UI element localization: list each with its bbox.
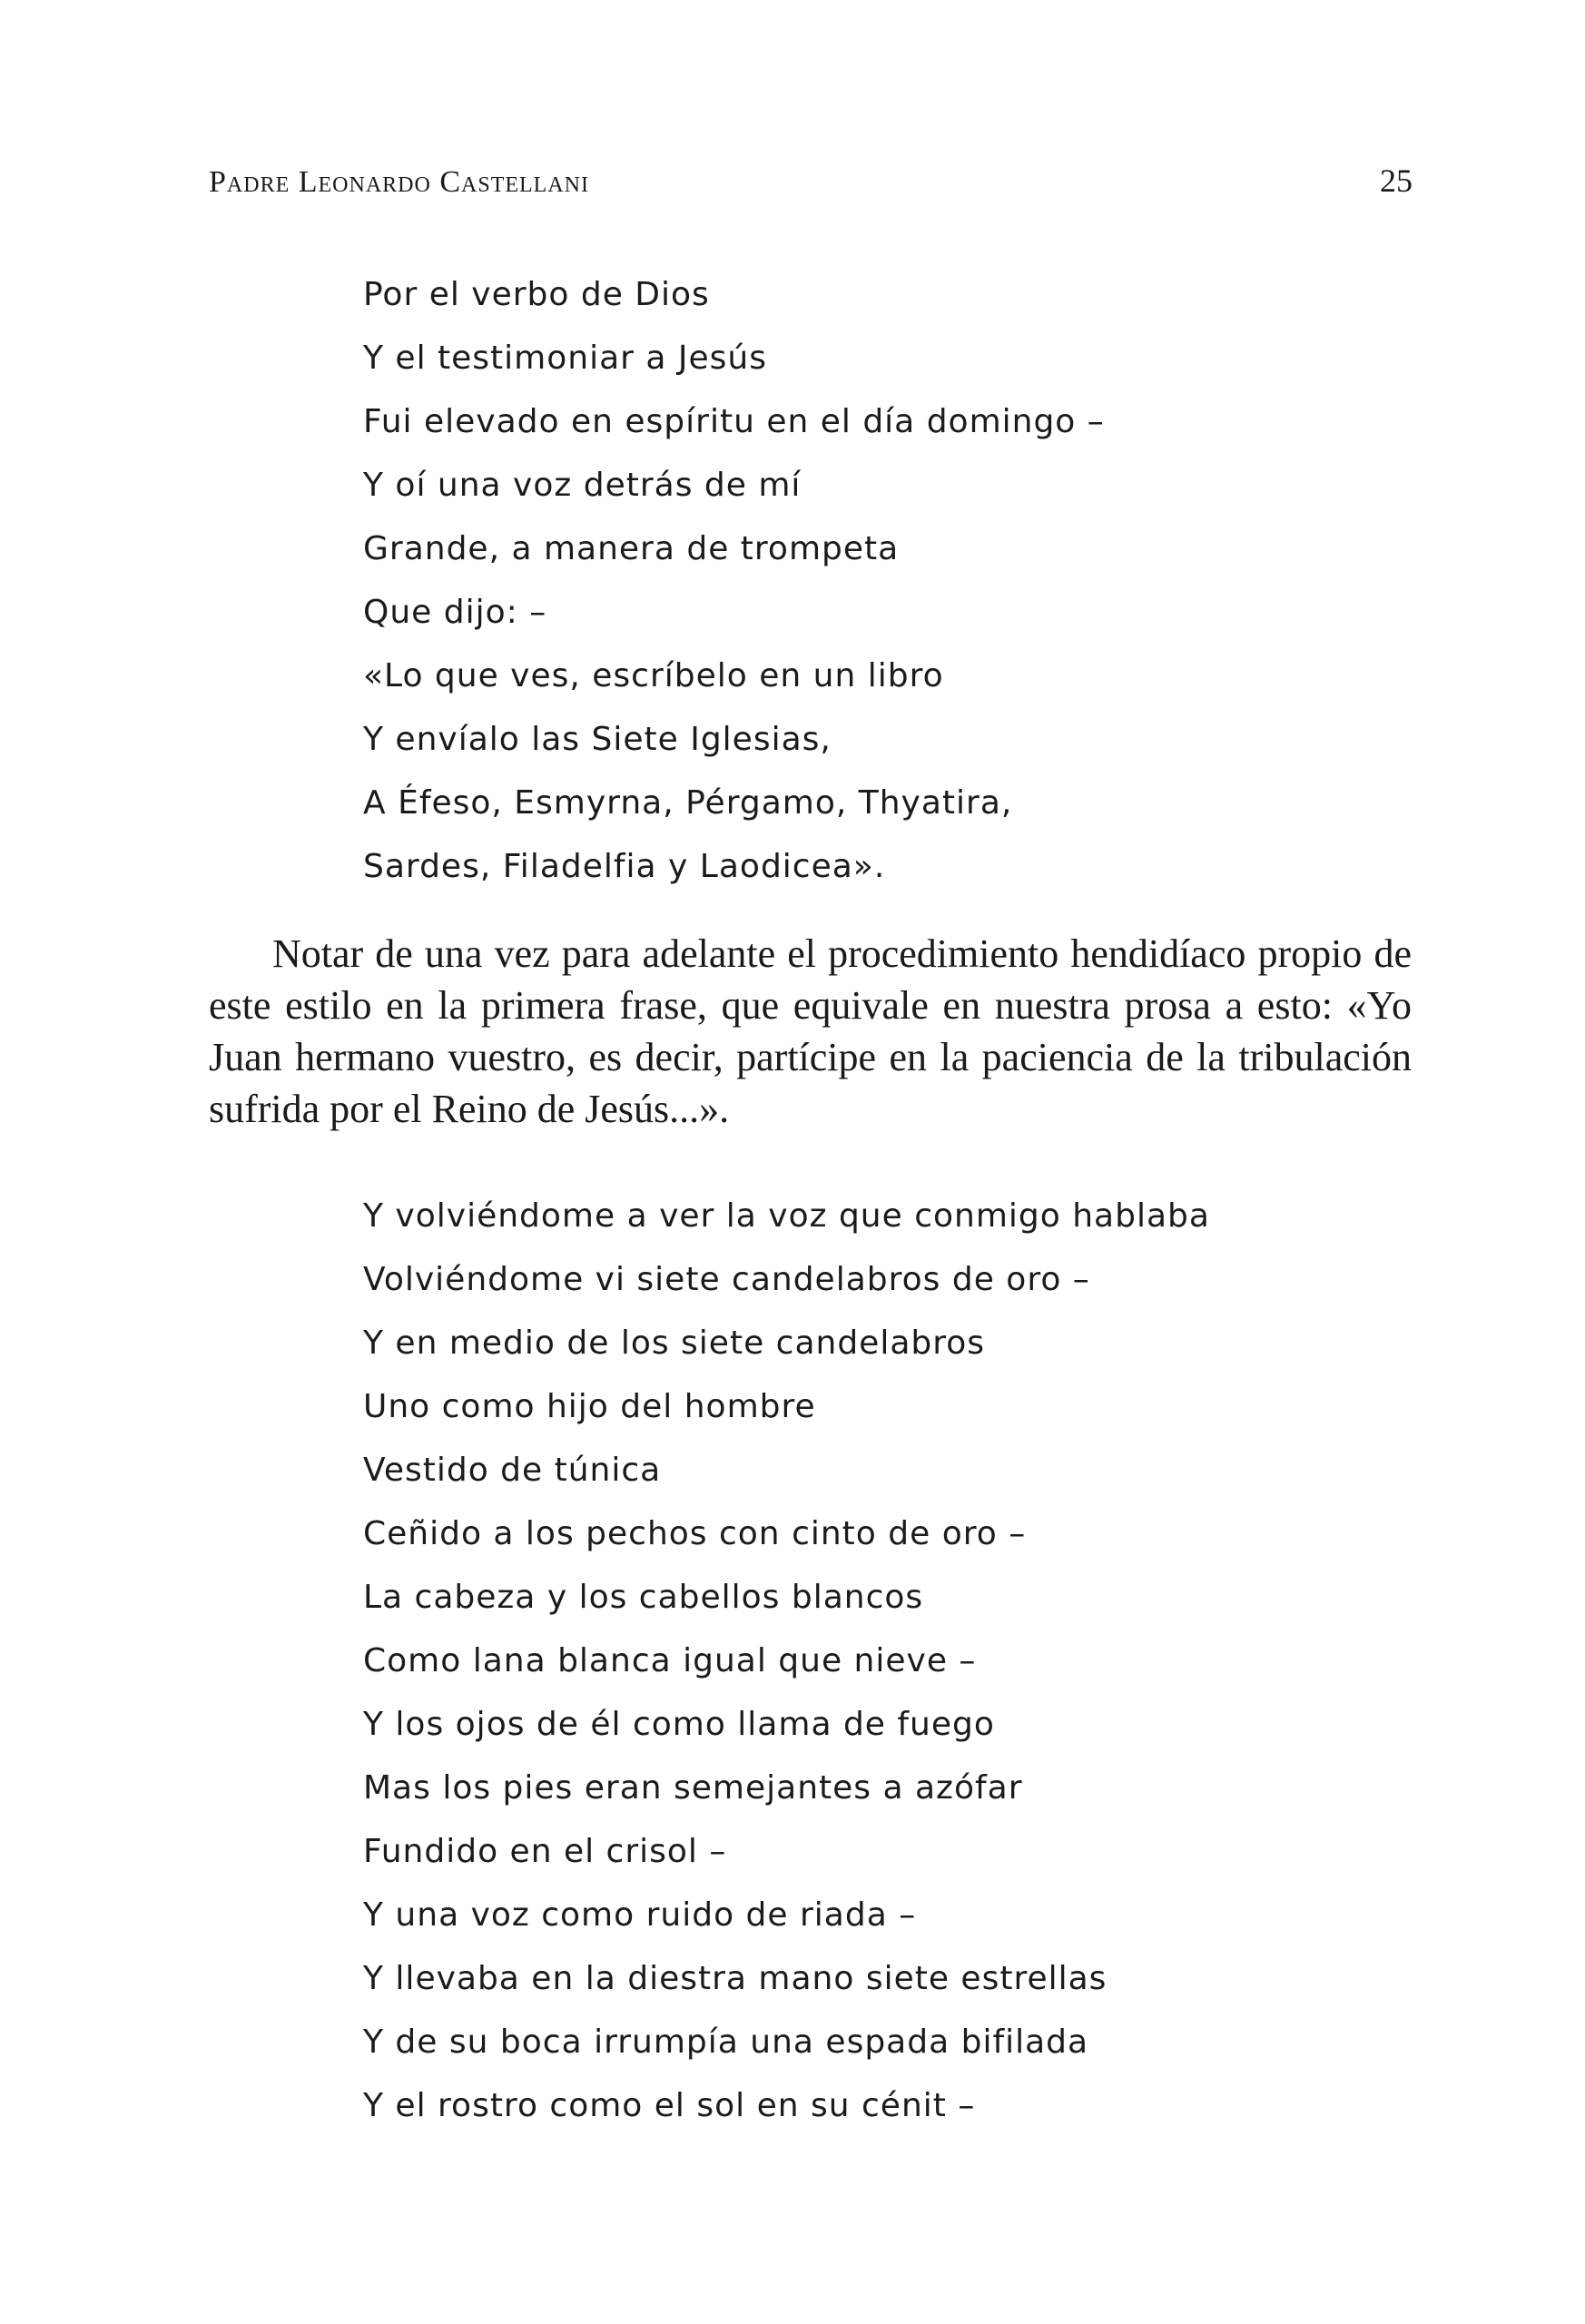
verse-line: Fundido en el crisol – <box>363 1833 727 1870</box>
verse-line: Ceñido a los pechos con cinto de oro – <box>363 1515 1027 1552</box>
page-header <box>209 162 1413 202</box>
verse-line: Volviéndome vi siete candelabros de oro – <box>363 1261 1090 1298</box>
verse-line: Mas los pies eran semejantes a azófar <box>363 1769 1023 1807</box>
verse-line: Y el testimoniar a Jesús <box>363 340 767 377</box>
prose-paragraph: Notar de una vez para adelante el procedimiento hendidíaco propio de este estilo en la primera frase, que equivale en nuestra prosa a esto: «Yo Juan hermano vuestro, es decir, partícipe en la paciencia de la tribulación sufrida por el Reino de Jesús...». <box>209 931 1412 1131</box>
verse-block-1 <box>363 263 1105 899</box>
verse-line: Y llevaba en la diestra mano siete estrellas <box>363 1960 1108 1997</box>
verse-line: «Lo que ves, escríbelo en un libro <box>363 657 944 694</box>
verse-line: Y volviéndome a ver la voz que conmigo hablaba <box>363 1197 1210 1235</box>
verse-line: Por el verbo de Dios <box>363 276 710 313</box>
verse-block-2 <box>363 1185 1210 2138</box>
running-head: Padre Leonardo Castellani <box>209 165 589 199</box>
verse-line: Uno como hijo del hombre <box>363 1388 816 1425</box>
verse-line: Y los ojos de él como llama de fuego <box>363 1706 995 1743</box>
verse-line: Fui elevado en espíritu en el día domingo – <box>363 403 1105 440</box>
verse-line: Y de su boca irrumpía una espada bifilada <box>363 2024 1089 2061</box>
page-number: 25 <box>1380 162 1413 199</box>
verse-line: La cabeza y los cabellos blancos <box>363 1579 924 1616</box>
verse-line: Como lana blanca igual que nieve – <box>363 1642 977 1679</box>
verse-line: Y envíalo las Siete Iglesias, <box>363 721 832 758</box>
verse-line: Y una voz como ruido de riada – <box>363 1896 917 1934</box>
verse-line: Vestido de túnica <box>363 1452 662 1489</box>
verse-line: Que dijo: – <box>363 594 547 631</box>
verse-line: Y en medio de los siete candelabros <box>363 1324 986 1362</box>
verse-line: Grande, a manera de trompeta <box>363 530 900 567</box>
verse-line: Y el rostro como el sol en su cénit – <box>363 2087 976 2124</box>
verse-line: Y oí una voz detrás de mí <box>363 467 802 504</box>
verse-line: A Éfeso, Esmyrna, Pérgamo, Thyatira, <box>363 784 1013 822</box>
verse-line: Sardes, Filadelfia y Laodicea». <box>363 848 886 885</box>
